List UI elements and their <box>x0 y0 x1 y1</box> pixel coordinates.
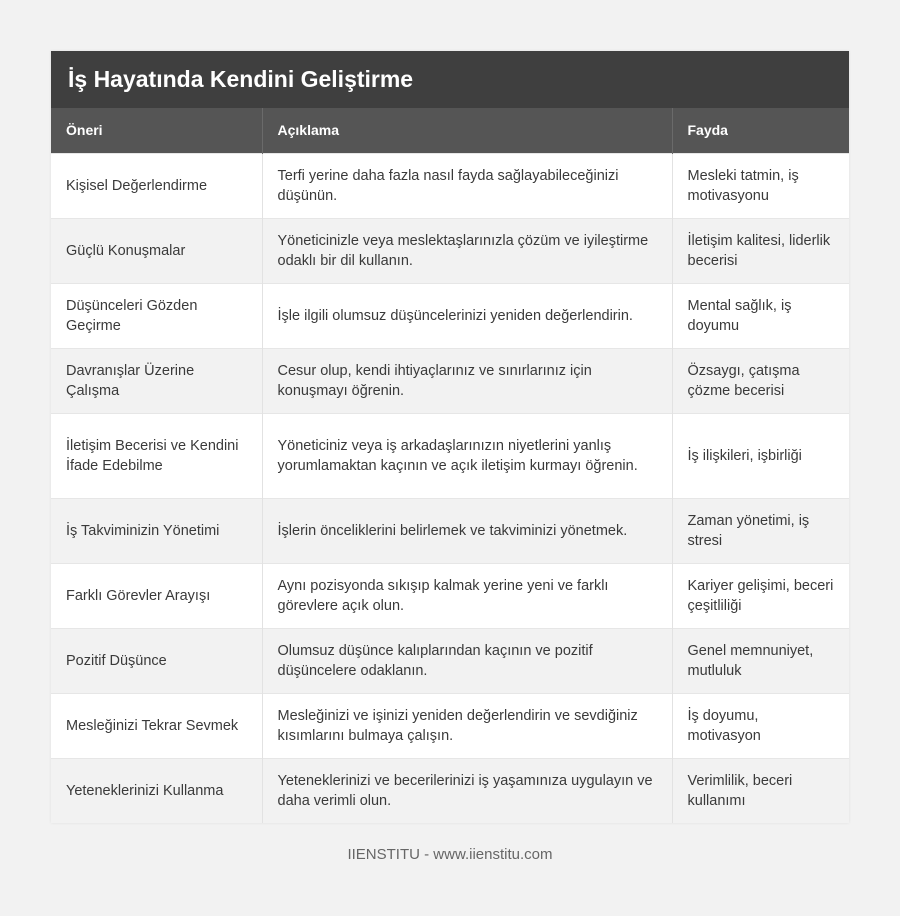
table-row <box>51 283 849 348</box>
cell-oneri: Farklı Görevler Arayışı <box>51 563 262 628</box>
table-row <box>51 413 849 498</box>
cell-aciklama: İşlerin önceliklerini belirlemek ve takviminizi yönetmek. <box>262 498 672 563</box>
cell-oneri: Mesleğinizi Tekrar Sevmek <box>51 693 262 758</box>
table-row <box>51 628 849 693</box>
cell-aciklama: Terfi yerine daha fazla nasıl fayda sağlayabileceğinizi düşünün. <box>262 153 672 218</box>
footer-credit: IIENSTITU - www.iienstitu.com <box>347 846 553 863</box>
cell-oneri: Düşünceleri Gözden Geçirme <box>51 283 262 348</box>
cell-aciklama: Cesur olup, kendi ihtiyaçlarınız ve sınırlarınız için konuşmayı öğrenin. <box>262 348 672 413</box>
cell-fayda: İş doyumu, motivasyon <box>672 693 849 758</box>
cell-fayda: Kariyer gelişimi, beceri çeşitliliği <box>672 563 849 628</box>
recommendations-table <box>51 108 849 823</box>
header-row <box>51 108 849 153</box>
table-row <box>51 348 849 413</box>
cell-aciklama: Yöneticinizle veya meslektaşlarınızla çözüm ve iyileştirme odaklı bir dil kullanın. <box>262 218 672 283</box>
cell-fayda: İletişim kalitesi, liderlik becerisi <box>672 218 849 283</box>
table-row <box>51 218 849 283</box>
cell-oneri: Güçlü Konuşmalar <box>51 218 262 283</box>
cell-aciklama: Yeteneklerinizi ve becerilerinizi iş yaşamınıza uygulayın ve daha verimli olun. <box>262 758 672 823</box>
cell-fayda: Genel memnuniyet, mutluluk <box>672 628 849 693</box>
table-row <box>51 153 849 218</box>
cell-aciklama: Mesleğinizi ve işinizi yeniden değerlendirin ve sevdiğiniz kısımlarını bulmaya çalışın. <box>262 693 672 758</box>
table-row <box>51 693 849 758</box>
table-card <box>51 51 849 823</box>
cell-oneri: Pozitif Düşünce <box>51 628 262 693</box>
cell-fayda: Verimlilik, beceri kullanımı <box>672 758 849 823</box>
cell-oneri: İletişim Becerisi ve Kendini İfade Edebilme <box>51 413 262 498</box>
cell-aciklama: Yöneticiniz veya iş arkadaşlarınızın niyetlerini yanlış yorumlamaktan kaçının ve açık iletişim kurmayı öğrenin. <box>262 413 672 498</box>
table-row <box>51 758 849 823</box>
cell-oneri: Yeteneklerinizi Kullanma <box>51 758 262 823</box>
cell-aciklama: Olumsuz düşünce kalıplarından kaçının ve pozitif düşüncelere odaklanın. <box>262 628 672 693</box>
cell-fayda: İş ilişkileri, işbirliği <box>672 413 849 498</box>
cell-fayda: Zaman yönetimi, iş stresi <box>672 498 849 563</box>
table-row <box>51 498 849 563</box>
column-header-aciklama: Açıklama <box>262 108 672 153</box>
cell-fayda: Özsaygı, çatışma çözme becerisi <box>672 348 849 413</box>
cell-aciklama: Aynı pozisyonda sıkışıp kalmak yerine yeni ve farklı görevlere açık olun. <box>262 563 672 628</box>
column-header-oneri: Öneri <box>51 108 262 153</box>
cell-oneri: İş Takviminizin Yönetimi <box>51 498 262 563</box>
cell-oneri: Davranışlar Üzerine Çalışma <box>51 348 262 413</box>
table-title: İş Hayatında Kendini Geliştirme <box>51 51 849 108</box>
cell-oneri: Kişisel Değerlendirme <box>51 153 262 218</box>
column-header-fayda: Fayda <box>672 108 849 153</box>
cell-fayda: Mesleki tatmin, iş motivasyonu <box>672 153 849 218</box>
table-row <box>51 563 849 628</box>
cell-fayda: Mental sağlık, iş doyumu <box>672 283 849 348</box>
cell-aciklama: İşle ilgili olumsuz düşüncelerinizi yeniden değerlendirin. <box>262 283 672 348</box>
